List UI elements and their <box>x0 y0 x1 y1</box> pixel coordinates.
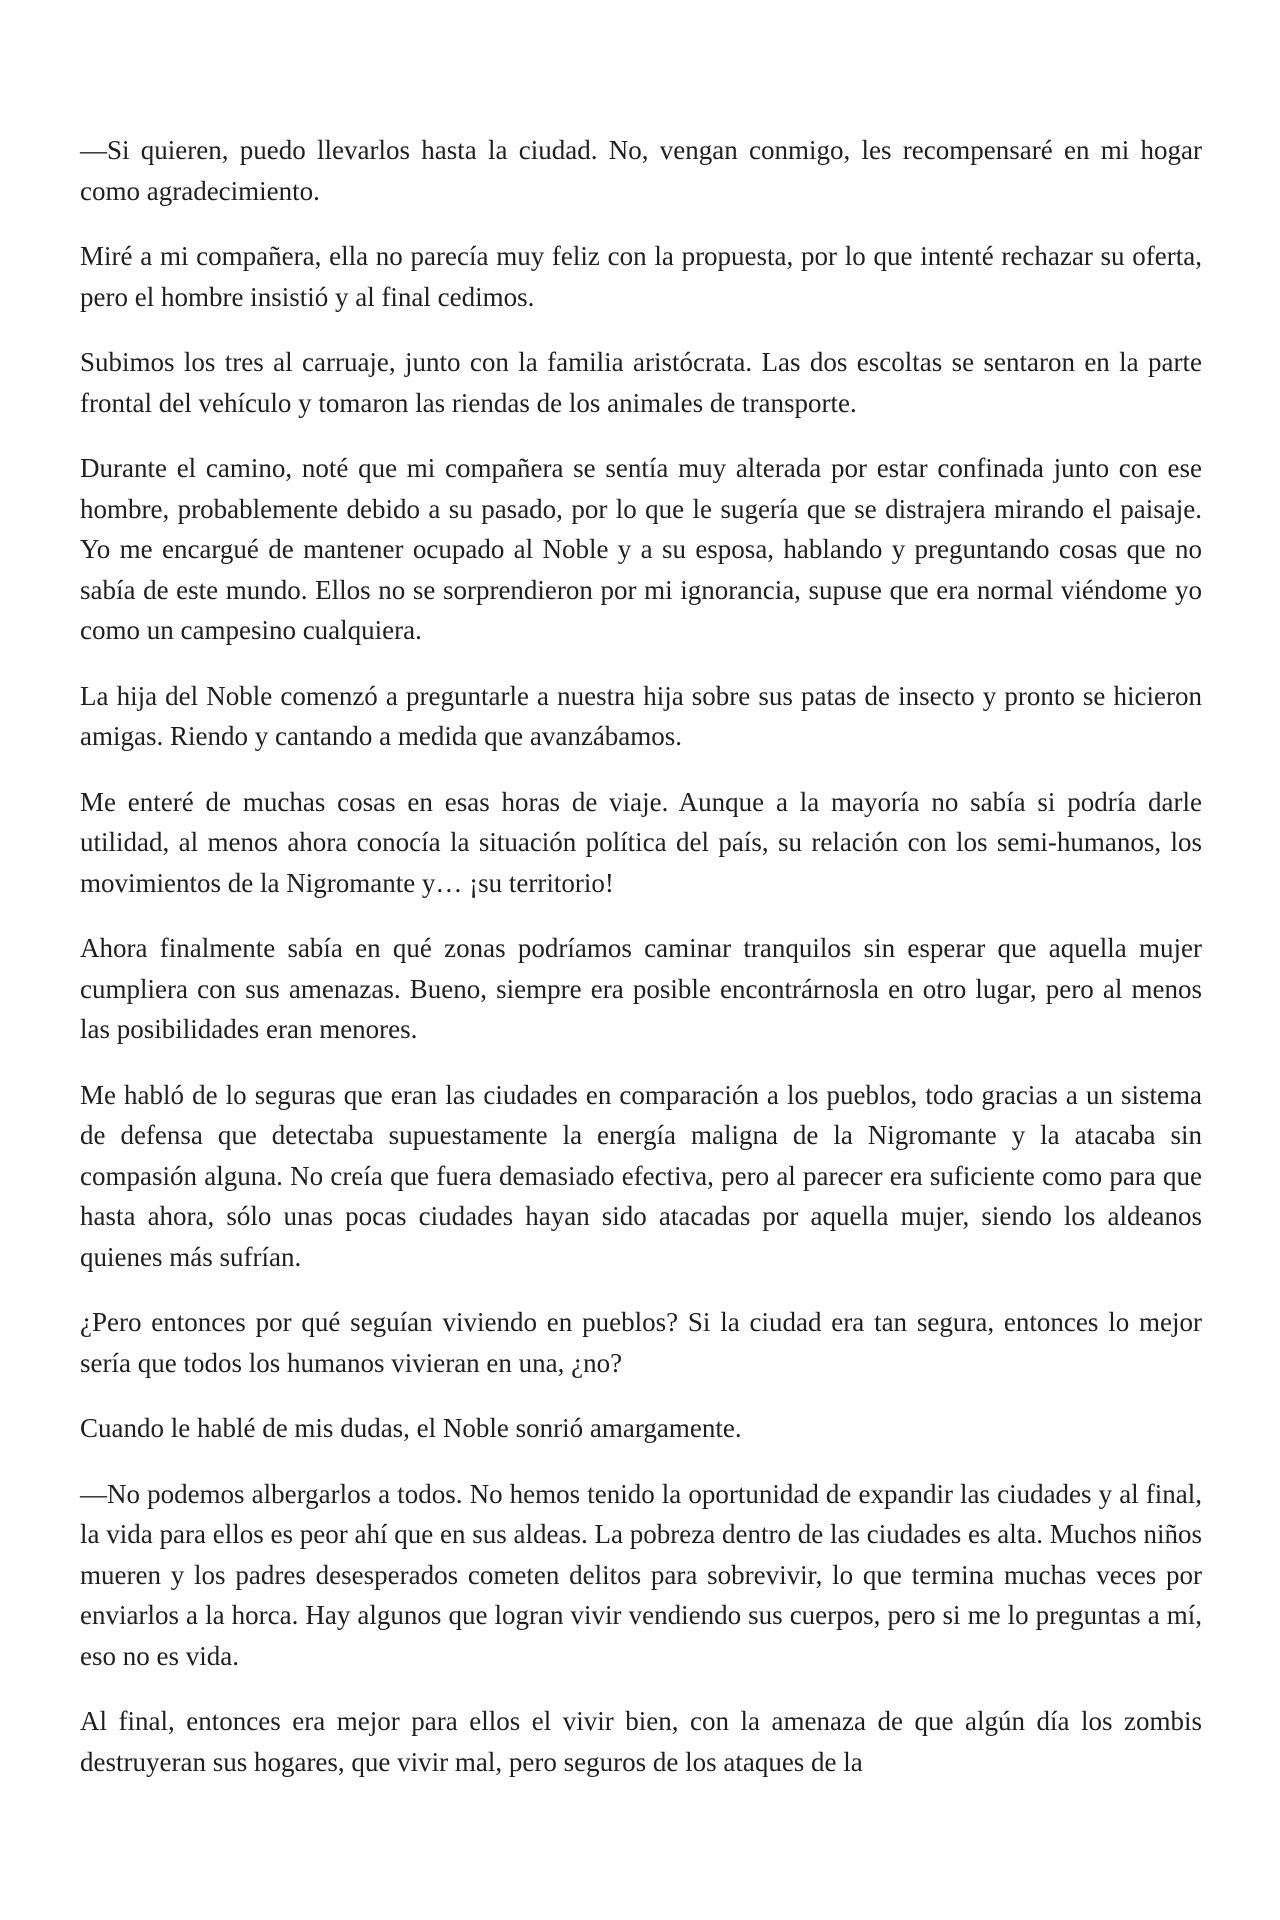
paragraph: Me habló de lo seguras que eran las ciudades en comparación a los pueblos, todo gracias a un sistema de defensa que detectaba supuestamente la energía maligna de la Nigromante y la atacaba sin compasión alguna. No creía que fuera demasiado efectiva, pero al parecer era suficiente como para que hasta ahora, sólo unas pocas ciudades hayan sido atacadas por aquella mujer, siendo los aldeanos quienes más sufrían. <box>80 1079 1202 1272</box>
paragraph: Al final, entonces era mejor para ellos el vivir bien, con la amenaza de que algún día los zombis destruyeran sus hogares, que vivir mal, pero seguros de los ataques de la <box>80 1706 1202 1777</box>
paragraph: Me enteré de muchas cosas en esas horas de viaje. Aunque a la mayoría no sabía si podría darle utilidad, al menos ahora conocía la situación política del país, su relación con los semi-humanos, los movimientos de la Nigromante y… ¡su territorio! <box>80 786 1202 898</box>
paragraph: Durante el camino, noté que mi compañera se sentía muy alterada por estar confinada junto con ese hombre, probablemente debido a su pasado, por lo que le sugería que se distrajera mirando el paisaje. Yo me encargué de mantener ocupado al Noble y a su esposa, hablando y preguntando cosas que no sabía de este mundo. Ellos no se sorprendieron por mi ignorancia, supuse que era normal viéndome yo como un campesino cualquiera. <box>80 453 1202 645</box>
paragraph: —Si quieren, puedo llevarlos hasta la ciudad. No, vengan conmigo, les recompensaré en mi hogar como agradecimiento. <box>80 135 1202 206</box>
document-page <box>80 130 1202 1782</box>
paragraph: ¿Pero entonces por qué seguían viviendo en pueblos? Si la ciudad era tan segura, entonces lo mejor sería que todos los humanos vivieran en una, ¿no? <box>80 1307 1202 1378</box>
paragraph: Cuando le hablé de mis dudas, el Noble sonrió amargamente. <box>80 1413 742 1443</box>
paragraph: —No podemos albergarlos a todos. No hemos tenido la oportunidad de expandir las ciudades y al final, la vida para ellos es peor ahí que en sus aldeas. La pobreza dentro de las ciudades es alta. Muchos niños mueren y los padres desesperados cometen delitos para sobrevivir, lo que termina muchas veces por enviarlos a la horca. Hay algunos que logran vivir vendiendo sus cuerpos, pero si me lo preguntas a mí, eso no es vida. <box>80 1478 1202 1671</box>
paragraph: La hija del Noble comenzó a preguntarle a nuestra hija sobre sus patas de insecto y pronto se hicieron amigas. Riendo y cantando a medida que avanzábamos. <box>80 680 1202 751</box>
paragraph: Miré a mi compañera, ella no parecía muy feliz con la propuesta, por lo que intenté rechazar su oferta, pero el hombre insistió y al final cedimos. <box>80 241 1202 312</box>
paragraph: Ahora finalmente sabía en qué zonas podríamos caminar tranquilos sin esperar que aquella mujer cumpliera con sus amenazas. Bueno, siempre era posible encontrárnosla en otro lugar, pero al menos las posibilidades eran menores. <box>80 933 1202 1044</box>
paragraph: Subimos los tres al carruaje, junto con la familia aristócrata. Las dos escoltas se sentaron en la parte frontal del vehículo y tomaron las riendas de los animales de transporte. <box>80 347 1202 418</box>
